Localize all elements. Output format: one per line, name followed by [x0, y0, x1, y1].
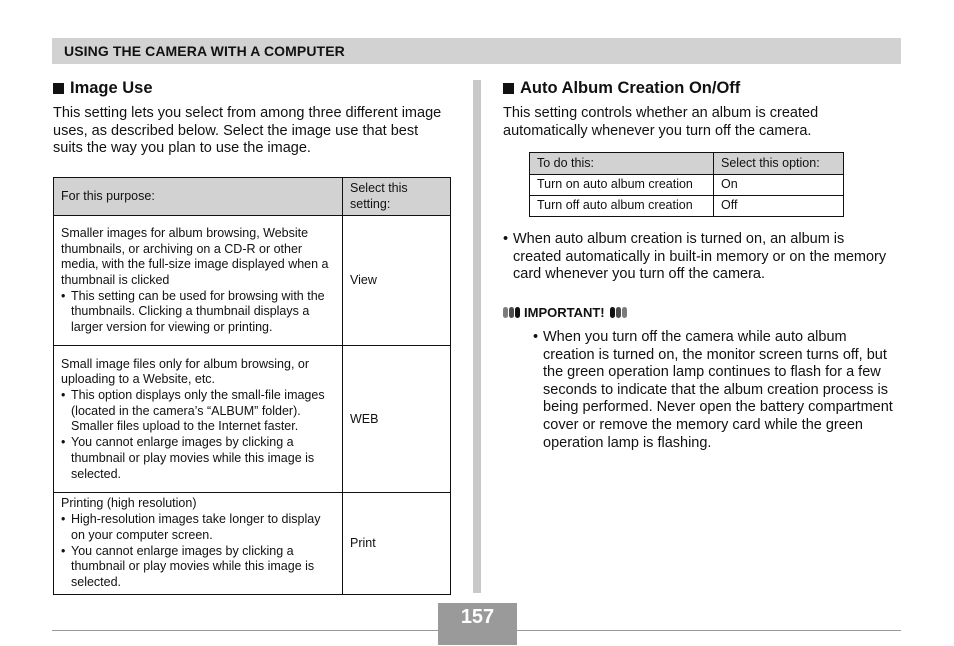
purpose-bullets [61, 388, 335, 482]
auto-album-intro: This setting controls whether an album is created automatically whenever you turn off the camera. [503, 105, 819, 139]
purpose-text: Printing (high resolution) [61, 496, 197, 511]
bullet-item: • You cannot enlarge images by clicking a thumbnail or play movies while this image is selected. [61, 435, 335, 482]
bullet-item: • This setting can be used for browsing with the thumbnails. Clicking a thumbnail displays a larger version for viewing or printing. [61, 289, 335, 336]
important-left-icon [503, 307, 520, 318]
setting-cell: View [343, 216, 451, 346]
image-use-section [53, 78, 451, 158]
auto-album-title [503, 78, 900, 98]
image-use-title-text: Image Use [70, 79, 153, 97]
setting-cell: WEB [343, 346, 451, 493]
image-use-title [53, 78, 451, 98]
page-number: 157 [438, 603, 517, 645]
square-bullet-icon [53, 83, 64, 94]
important-label: IMPORTANT! [524, 305, 605, 320]
important-heading [503, 305, 627, 320]
table-row [530, 175, 844, 196]
header-option: Select this option: [714, 153, 844, 175]
section-header: USING THE CAMERA WITH A COMPUTER [52, 38, 901, 64]
header-purpose: For this purpose: [54, 178, 343, 216]
column-divider [473, 80, 481, 593]
important-item: • When you turn off the camera while auto album creation is turned on, the monitor screen turns off, but the green operation lamp continues to flash for a few seconds to indicate that the album creation process is being performed. Never open the battery compartment cover or remove the memory card while the green operation lamp is flashing. [533, 329, 898, 452]
header-action: To do this: [530, 153, 714, 175]
image-use-table [53, 177, 451, 595]
purpose-bullets [61, 512, 335, 591]
square-bullet-icon [503, 83, 514, 94]
table-row [54, 493, 451, 594]
table-row [530, 196, 844, 217]
header-setting: Select this setting: [343, 178, 451, 216]
purpose-cell [54, 216, 343, 346]
action-cell: Turn on auto album creation [530, 175, 714, 196]
table-row [54, 216, 451, 346]
purpose-text: Smaller images for album browsing, Website thumbnails, or archiving on a CD-R or other media, with the full-size image displayed when a thumbnail is clicked [61, 225, 329, 288]
option-cell: On [714, 175, 844, 196]
table-header-row [530, 153, 844, 175]
note-item: • When auto album creation is turned on, an album is created automatically in built-in memory or on the memory card whenever you turn off the camera. [503, 231, 895, 284]
bullet-item: • You cannot enlarge images by clicking a thumbnail or play movies while this image is selected. [61, 544, 335, 591]
purpose-text: Small image files only for album browsing, or uploading to a Website, etc. [61, 356, 310, 387]
important-notes [533, 329, 898, 452]
auto-album-note [503, 231, 895, 284]
important-right-icon [610, 307, 627, 318]
image-use-intro: This setting lets you select from among three different image uses, as described below. Select the image use that best suits the way you plan to use the image. [53, 105, 442, 157]
option-cell: Off [714, 196, 844, 217]
table-row [54, 346, 451, 493]
auto-album-table [529, 152, 844, 217]
action-cell: Turn off auto album creation [530, 196, 714, 217]
purpose-bullets [61, 289, 335, 336]
table-header-row [54, 178, 451, 216]
auto-album-title-text: Auto Album Creation On/Off [520, 79, 741, 97]
setting-cell: Print [343, 493, 451, 594]
purpose-cell [54, 493, 343, 594]
auto-album-section [503, 78, 900, 140]
bullet-item: • High-resolution images take longer to display on your computer screen. [61, 512, 335, 543]
purpose-cell [54, 346, 343, 493]
bullet-item: • This option displays only the small-file images (located in the camera’s “ALBUM” folder). Smaller files upload to the Internet faster. [61, 388, 335, 435]
